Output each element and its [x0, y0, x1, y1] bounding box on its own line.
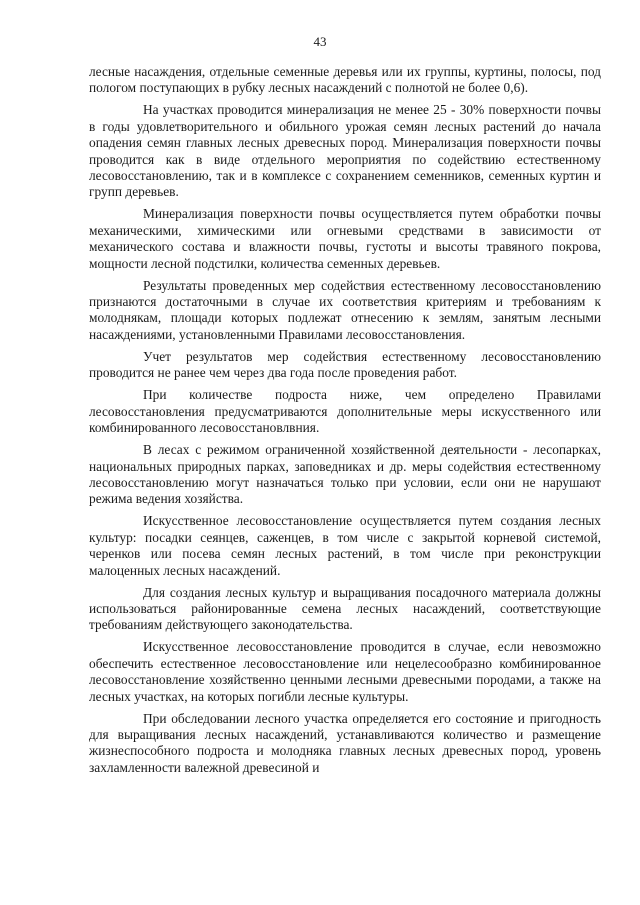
- paragraph-11: При обследовании лесного участка определяется его состояние и пригодность для выращивания лесных насаждений, устанавливаются количество и размещение жизнеспособного подроста и молодняка главных лесных древесных пород, уровень захламленности валежной древесиной и: [89, 710, 601, 775]
- paragraph-7: В лесах с режимом ограниченной хозяйственной деятельности - лесопарках, национальных природных парках, заповедниках и др. меры содействия естественному лесовосстановлению могут назначаться только при условии, если они не нарушают режима ведения хозяйства.: [89, 442, 601, 507]
- paragraph-6: При количестве подроста ниже, чем определено Правилами лесовосстановления предусматриваются дополнительные меры искусственного или комбинированного лесовосстановлвния.: [89, 387, 601, 436]
- document-body: [89, 64, 601, 782]
- paragraph-3: Минерализация поверхности почвы осуществляется путем обработки почвы механическими, химическими или огневыми средствами в зависимости от механического состава и влажности почвы, густоты и высоты травяного покрова, мощности лесной подстилки, количества семенных деревьев.: [89, 206, 601, 271]
- paragraph-8: Искусственное лесовосстановление осуществляется путем создания лесных культур: посадки сеянцев, саженцев, в том числе с закрытой корневой системой, черенков или посева семян лесных растений, в том числе при реконструкции малоценных лесных насаждений.: [89, 513, 601, 578]
- paragraph-4: Результаты проведенных мер содействия естественному лесовосстановлению признаются достаточными в случае их соответствия критериям и требованиям к молоднякам, площади которых подлежат отнесению к землям, занятым лесными насаждениями, установленными Правилами лесовосстановления.: [89, 277, 601, 342]
- paragraph-1: лесные насаждения, отдельные семенные деревья или их группы, куртины, полосы, под пологом поступающих в рубку лесных насаждений с полнотой не более 0,6).: [89, 64, 601, 96]
- page-number: 43: [313, 34, 327, 49]
- paragraph-5: Учет результатов мер содействия естественному лесовосстановлению проводится не ранее чем через два года после проведения работ.: [89, 348, 601, 381]
- paragraph-9: Для создания лесных культур и выращивания посадочного материала должны использоваться районированные семена лесных насаждений, соответствующие требованиям действующего законодательства.: [89, 584, 601, 633]
- paragraph-10: Искусственное лесовосстановление проводится в случае, если невозможно обеспечить естественное лесовосстановление или нецелесообразно комбинированное лесовосстановление хозяйственно ценными лесными древесными породами, а также на лесных участках, на которых погибли лесные культуры.: [89, 639, 601, 704]
- paragraph-2: На участках проводится минерализация не менее 25 - 30% поверхности почвы в годы удовлетворительного и обильного урожая семян лесных растений до начала опадения семян главных лесных древесных пород. Минерализация поверхности почвы проводится как в виде отдельного мероприятия по содействию естественному лесовосстановлению, так и в комплексе с сохранением семенников, семенных куртин и групп деревьев.: [89, 102, 601, 200]
